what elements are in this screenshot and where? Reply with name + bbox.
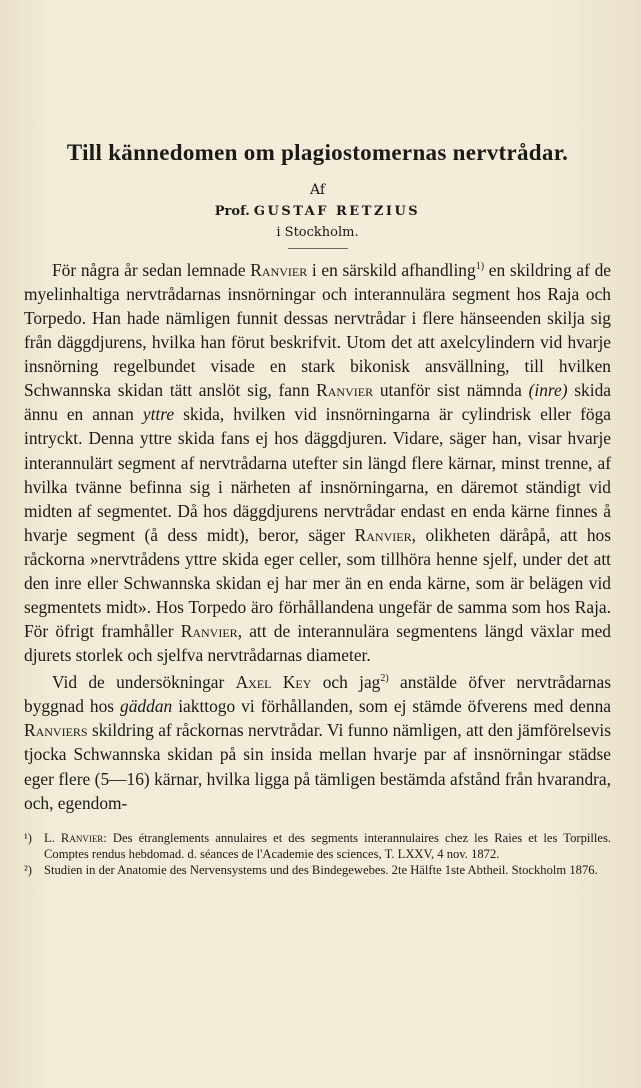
text-run: , olikheten däråpå, att hos råckorna »nervtrådens yttre skida eger celler, som tillhöra henne sjelf, under det att den inre eller Schwannska skidan ej har mer än en enda kärne, som är belägen vid segmentets midt». Hos Torpedo äro förhållandena ungefär de samma som hos Raja. För öfrigt framhåller [24, 524, 612, 642]
paragraph-2 [24, 667, 611, 814]
footnotes [24, 829, 611, 879]
author-ref-ranviers: Ranviers [24, 720, 88, 741]
author-ref-ranvier: Ranvier [316, 380, 374, 401]
text-run: skida ännu en annan [24, 380, 611, 425]
footnote-2 [24, 862, 611, 878]
footnote-mark: ²) [24, 863, 32, 878]
text-run: iakttogo vi förhållanden, som ej stämde öfverens med denna [172, 696, 611, 717]
author-line [24, 204, 611, 219]
title-divider [288, 248, 348, 249]
author-title: Prof. [214, 204, 250, 219]
emphasis-yttre: yttre [142, 404, 175, 425]
text-run: För några år sedan lemnade [52, 259, 251, 280]
text-run: , att de interannulära segmentens längd växlar med djurets storlek och sjelfva nervtrådarnas diameter. [24, 621, 611, 666]
author-ref-ranvier: Ranvier [250, 259, 308, 280]
text-run: anstälde öfver nervtrådarnas byggnad hos [24, 672, 611, 717]
text-run: i en särskild afhandling [307, 259, 476, 280]
text-run: skildring af råckornas nervtrådar. Vi funno nämligen, att den jämförelsevis tjocka Schwannska skidan på sin insida mellan hvarje par af insnörningar städse eger flere (5—16) kärnar, hvilka ligga på tämligen bestämda afstånd från hvarandra, och, egendom- [24, 720, 611, 813]
footnote-mark: ¹) [24, 830, 32, 845]
author-ref-key: Axel Key [235, 672, 312, 693]
emphasis-inre: (inre) [528, 380, 568, 401]
article-body [24, 255, 611, 815]
byline-af: Af [309, 182, 326, 198]
footnote-ref-2: 2) [380, 673, 389, 685]
text-run: Vid de undersökningar [52, 672, 236, 693]
footnote-text [44, 830, 611, 862]
text-run: en skildring af de myelinhaltiga nervtrådarnas insnörningar och interannulära segment hos Raja och Torpedo. Han hade nämligen funnit dessas nervtrådar i flere hänseenden skilja sig från däggdjurens, hvilka han förut beskrifvit. Utom det att axelcylindern vid hvarje insnörning regelbundet visade en stark bikonisk ansvällning, till hvilken Schwannska skidan tätt anslöt sig, fann [24, 259, 611, 401]
footnote-ref-number: 2 [380, 673, 386, 685]
footnote-ref-number: 1 [475, 261, 481, 272]
footnote-author: L. Ranvier [44, 830, 104, 845]
author-ref-ranvier: Ranvier [180, 621, 238, 642]
footnote-1 [24, 830, 611, 862]
author-ref-ranvier: Ranvier [354, 524, 412, 545]
text-run: utanför sist nämnda [373, 380, 529, 401]
text-run: skida, hvilken vid insnörningarna är cylindrisk eller föga intryckt. Denna yttre skida fans ej hos däggdjuren. Vidare, säger han, visar hvarje interannulärt segment af nervtrådarna utefter sin längd flere kärnar, minst trenne, af hvilka tvänne befinna sig i närheten af insnörningarna, en däremot ständigt vid midten af segmentet. Då hos däggdjurens nervtrådar endast en enda kärne finnes å hvarje segment (å dess midt), beror, säger [24, 404, 611, 545]
footnote-body: : Des étranglements annulaires et des segments interannulaires chez les Raies et les Torpilles. Comptes rendus hebdomad. d. séances de l'Academie des sciences, T. LXXV, 4 nov. 1872. [44, 830, 612, 861]
footnote-text: Studien in der Anatomie des Nervensystems und des Bindegewebes. 2te Hälfte 1ste Abtheil. Stockholm 1876. [44, 863, 598, 878]
footnote-ref-1: 1) [475, 261, 485, 272]
paragraph-1 [24, 255, 611, 667]
author-name: GUSTAF RETZIUS [253, 204, 421, 219]
text-run: och jag [311, 672, 381, 693]
article-title: Till kännedomen om plagiostomernas nervtrådar. [66, 140, 569, 165]
author-affiliation: i Stockholm. [276, 225, 359, 240]
emphasis-gaddan: gäddan [120, 696, 173, 717]
